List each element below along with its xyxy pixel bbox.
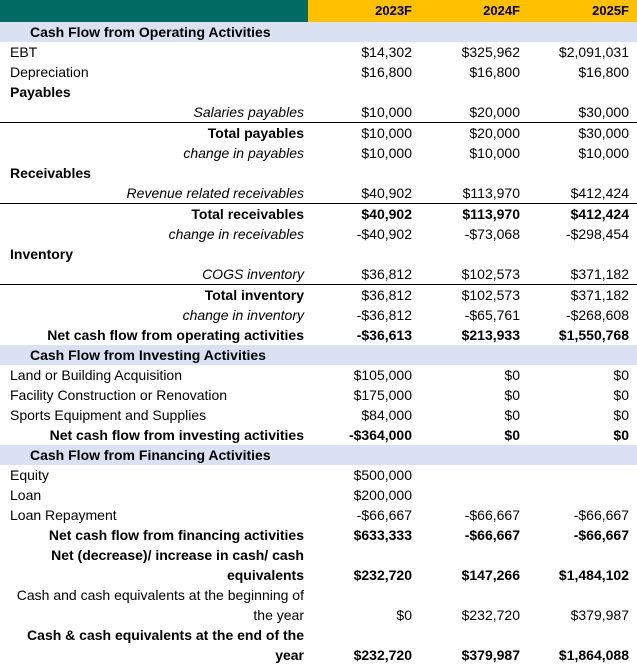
value-cell-2023: $40,902 bbox=[361, 206, 412, 222]
table-row bbox=[0, 625, 637, 665]
value-cell-2024: $20,000 bbox=[469, 125, 520, 141]
section-header-row bbox=[0, 22, 637, 42]
value-cell-2025: $1,864,088 bbox=[558, 647, 629, 663]
value-cell-2024 bbox=[420, 244, 520, 264]
row-label: Sports Equipment and Supplies bbox=[10, 407, 207, 423]
table-row bbox=[0, 143, 637, 163]
row-label: Receivables bbox=[10, 165, 91, 181]
value-cell-2024 bbox=[420, 485, 520, 505]
row-label: Total inventory bbox=[204, 287, 304, 303]
value-cell-2025: $412,424 bbox=[570, 206, 629, 222]
row-label: Total payables bbox=[207, 125, 304, 141]
row-label: Equity bbox=[10, 467, 49, 483]
value-cell-2024: -$73,068 bbox=[464, 226, 520, 242]
row-label: Payables bbox=[10, 84, 71, 100]
table-row bbox=[0, 425, 637, 445]
value-cell-2025: $10,000 bbox=[578, 145, 629, 161]
table-row bbox=[0, 585, 637, 625]
table-body bbox=[0, 22, 637, 665]
table-row bbox=[0, 405, 637, 425]
header-row bbox=[0, 0, 637, 22]
value-cell-2024 bbox=[420, 465, 520, 485]
table-row bbox=[0, 485, 637, 505]
value-cell-2024: $325,962 bbox=[461, 44, 520, 60]
table-row bbox=[0, 285, 637, 305]
year-2025-header: 2025F bbox=[592, 3, 629, 18]
row-label: Loan Repayment bbox=[10, 507, 117, 523]
row-label: EBT bbox=[10, 44, 38, 60]
value-cell-2024: $102,573 bbox=[461, 287, 520, 303]
value-cell-2024: $232,720 bbox=[461, 607, 520, 623]
table-row bbox=[0, 365, 637, 385]
value-cell-2025: $371,182 bbox=[570, 287, 629, 303]
row-label: Net cash flow from operating activities bbox=[47, 327, 304, 343]
value-cell-2025: $30,000 bbox=[578, 104, 629, 120]
value-cell-2024: $0 bbox=[504, 407, 520, 423]
value-cell-2024: $0 bbox=[504, 387, 520, 403]
table-row bbox=[0, 204, 637, 224]
value-cell-2023: $36,812 bbox=[361, 266, 412, 282]
row-label: Net cash flow from investing activities bbox=[49, 427, 304, 443]
row-label: Net (decrease)/ increase in cash/ cash equivalents bbox=[51, 547, 304, 583]
value-cell-2023: -$66,667 bbox=[356, 507, 412, 523]
row-label: Revenue related receivables bbox=[126, 185, 304, 201]
table-row bbox=[0, 42, 637, 62]
value-cell-2023 bbox=[312, 163, 412, 183]
value-cell-2023: -$36,613 bbox=[356, 327, 412, 343]
value-cell-2025 bbox=[529, 163, 629, 183]
table-row bbox=[0, 545, 637, 585]
table-row bbox=[0, 264, 637, 285]
value-cell-2023: $84,000 bbox=[361, 407, 412, 423]
value-cell-2023: $40,902 bbox=[361, 185, 412, 201]
row-label: Total receivables bbox=[191, 206, 304, 222]
value-cell-2023: $14,302 bbox=[361, 44, 412, 60]
row-label: Depreciation bbox=[10, 64, 89, 80]
value-cell-2024: -$66,667 bbox=[464, 507, 520, 523]
value-cell-2025: -$66,667 bbox=[573, 527, 629, 543]
row-label: Cash and cash equivalents at the beginning of the year bbox=[16, 587, 304, 623]
value-cell-2025: $30,000 bbox=[578, 125, 629, 141]
value-cell-2024 bbox=[420, 82, 520, 102]
value-cell-2024: $16,800 bbox=[469, 64, 520, 80]
value-cell-2023: $200,000 bbox=[353, 487, 412, 503]
row-label: change in receivables bbox=[168, 226, 304, 242]
table-row bbox=[0, 325, 637, 345]
value-cell-2023: -$40,902 bbox=[356, 226, 412, 242]
value-cell-2025: $371,182 bbox=[570, 266, 629, 282]
value-cell-2024: -$65,761 bbox=[464, 307, 520, 323]
row-label: change in inventory bbox=[182, 307, 304, 323]
value-cell-2024: $10,000 bbox=[469, 145, 520, 161]
table-row bbox=[0, 163, 637, 183]
value-cell-2025 bbox=[529, 82, 629, 102]
value-cell-2024: $20,000 bbox=[469, 104, 520, 120]
value-cell-2025: -$298,454 bbox=[565, 226, 629, 242]
row-label: Inventory bbox=[10, 246, 74, 262]
value-cell-2025: $0 bbox=[613, 407, 629, 423]
row-label: Facility Construction or Renovation bbox=[10, 387, 228, 403]
table-row bbox=[0, 183, 637, 204]
table-row bbox=[0, 505, 637, 525]
value-cell-2023: $10,000 bbox=[361, 145, 412, 161]
value-cell-2024: $0 bbox=[504, 427, 520, 443]
value-cell-2023: $36,812 bbox=[361, 287, 412, 303]
value-cell-2024: $213,933 bbox=[461, 327, 520, 343]
table-row bbox=[0, 244, 637, 264]
value-cell-2025: $1,550,768 bbox=[558, 327, 629, 343]
table-row bbox=[0, 385, 637, 405]
row-label: Net cash flow from financing activities bbox=[48, 527, 304, 543]
value-cell-2025: $0 bbox=[613, 427, 629, 443]
table-row bbox=[0, 62, 637, 82]
value-cell-2025: $16,800 bbox=[578, 64, 629, 80]
value-cell-2023: $232,720 bbox=[353, 647, 412, 663]
value-cell-2024: $379,987 bbox=[461, 647, 520, 663]
table-row bbox=[0, 465, 637, 485]
table-row bbox=[0, 224, 637, 244]
value-cell-2024 bbox=[420, 163, 520, 183]
row-label: Cash Flow from Financing Activities bbox=[30, 447, 271, 463]
value-cell-2023: $105,000 bbox=[353, 367, 412, 383]
row-label: Cash Flow from Investing Activities bbox=[30, 347, 266, 363]
value-cell-2023: $0 bbox=[396, 607, 412, 623]
row-label: COGS inventory bbox=[202, 266, 304, 282]
value-cell-2024: $113,970 bbox=[462, 206, 520, 222]
row-label: Salaries payables bbox=[193, 104, 304, 120]
value-cell-2025 bbox=[529, 244, 629, 264]
value-cell-2023: -$364,000 bbox=[348, 427, 412, 443]
value-cell-2025: $2,091,031 bbox=[558, 44, 629, 60]
row-label: change in payables bbox=[183, 145, 304, 161]
section-header-row bbox=[0, 345, 637, 365]
value-cell-2024: $147,266 bbox=[461, 567, 520, 583]
value-cell-2024: -$66,667 bbox=[464, 527, 520, 543]
value-cell-2023: $16,800 bbox=[361, 64, 412, 80]
year-2023-header: 2023F bbox=[375, 3, 412, 18]
value-cell-2025: -$268,608 bbox=[565, 307, 629, 323]
value-cell-2023 bbox=[312, 244, 412, 264]
table-row bbox=[0, 123, 637, 143]
table-row bbox=[0, 305, 637, 325]
table-row bbox=[0, 525, 637, 545]
value-cell-2025: $0 bbox=[613, 367, 629, 383]
value-cell-2023: -$36,812 bbox=[356, 307, 412, 323]
value-cell-2025: $0 bbox=[613, 387, 629, 403]
value-cell-2023 bbox=[312, 82, 412, 102]
value-cell-2023: $232,720 bbox=[353, 567, 412, 583]
value-cell-2023: $500,000 bbox=[353, 467, 412, 483]
value-cell-2024: $102,573 bbox=[461, 266, 520, 282]
value-cell-2024: $113,970 bbox=[462, 185, 520, 201]
value-cell-2024: $0 bbox=[504, 367, 520, 383]
value-cell-2025 bbox=[529, 465, 629, 485]
value-cell-2025: $379,987 bbox=[570, 607, 629, 623]
row-label: Cash & cash equivalents at the end of the year bbox=[27, 627, 304, 663]
section-header-row bbox=[0, 445, 637, 465]
value-cell-2023: $10,000 bbox=[361, 104, 412, 120]
value-cell-2025: $1,484,102 bbox=[558, 567, 629, 583]
value-cell-2025: -$66,667 bbox=[573, 507, 629, 523]
value-cell-2023: $175,000 bbox=[353, 387, 412, 403]
year-2024-header: 2024F bbox=[483, 3, 520, 18]
value-cell-2023: $10,000 bbox=[361, 125, 412, 141]
value-cell-2025 bbox=[529, 485, 629, 505]
table-row bbox=[0, 82, 637, 102]
value-cell-2025: $412,424 bbox=[570, 185, 629, 201]
row-label: Cash Flow from Operating Activities bbox=[30, 24, 271, 40]
table-row bbox=[0, 102, 637, 123]
row-label: Land or Building Acquisition bbox=[10, 367, 183, 383]
value-cell-2023: $633,333 bbox=[353, 527, 412, 543]
row-label: Loan bbox=[10, 487, 42, 503]
header-label-cell bbox=[0, 0, 308, 22]
